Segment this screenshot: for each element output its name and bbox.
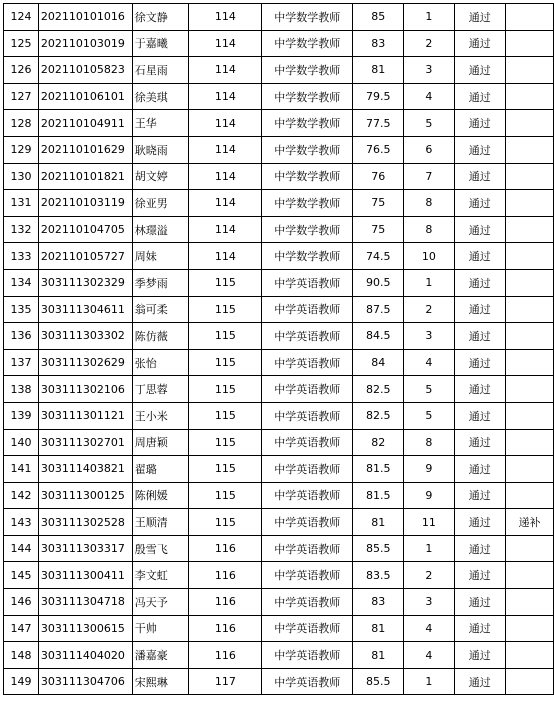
position-cell: 中学英语教师 — [262, 376, 353, 403]
note-cell — [505, 83, 553, 110]
score-cell: 81 — [353, 615, 404, 642]
rank-cell: 3 — [404, 57, 454, 84]
rank-cell: 5 — [404, 402, 454, 429]
rank-cell: 8 — [404, 429, 454, 456]
position-code-cell: 116 — [189, 642, 262, 669]
table-row — [4, 163, 554, 190]
name-cell: 陈仿薇 — [132, 323, 189, 350]
result-cell: 通过 — [454, 615, 505, 642]
table-row — [4, 136, 554, 163]
table-row — [4, 456, 554, 483]
result-cell: 通过 — [454, 482, 505, 509]
score-cell: 83 — [353, 589, 404, 616]
score-cell: 81.5 — [353, 456, 404, 483]
exam-id-cell: 303111404020 — [38, 642, 132, 669]
score-cell: 85.5 — [353, 535, 404, 562]
rank-cell: 3 — [404, 589, 454, 616]
exam-id-cell: 303111403821 — [38, 456, 132, 483]
table-row — [4, 376, 554, 403]
table-row — [4, 323, 554, 350]
score-cell: 85 — [353, 4, 404, 31]
table-row — [4, 482, 554, 509]
result-cell: 通过 — [454, 163, 505, 190]
name-cell: 殷雪飞 — [132, 535, 189, 562]
rank-cell: 11 — [404, 509, 454, 536]
name-cell: 丁思蓉 — [132, 376, 189, 403]
position-code-cell: 114 — [189, 4, 262, 31]
rank-cell: 5 — [404, 376, 454, 403]
position-code-cell: 114 — [189, 136, 262, 163]
result-cell: 通过 — [454, 57, 505, 84]
name-cell: 林璟溢 — [132, 216, 189, 243]
score-cell: 84.5 — [353, 323, 404, 350]
position-code-cell: 116 — [189, 589, 262, 616]
result-cell: 通过 — [454, 456, 505, 483]
position-code-cell: 114 — [189, 190, 262, 217]
score-cell: 75 — [353, 190, 404, 217]
score-cell: 82.5 — [353, 402, 404, 429]
position-cell: 中学数学教师 — [262, 57, 353, 84]
score-cell: 76 — [353, 163, 404, 190]
position-cell: 中学数学教师 — [262, 136, 353, 163]
result-cell: 通过 — [454, 110, 505, 137]
position-code-cell: 115 — [189, 402, 262, 429]
position-cell: 中学英语教师 — [262, 642, 353, 669]
result-cell: 通过 — [454, 30, 505, 57]
exam-id-cell: 202110103019 — [38, 30, 132, 57]
exam-id-cell: 202110101629 — [38, 136, 132, 163]
position-cell: 中学英语教师 — [262, 668, 353, 695]
score-cell: 77.5 — [353, 110, 404, 137]
rank-cell: 7 — [404, 163, 454, 190]
seq-cell: 146 — [4, 589, 39, 616]
result-cell: 通过 — [454, 562, 505, 589]
position-cell: 中学英语教师 — [262, 323, 353, 350]
seq-cell: 124 — [4, 4, 39, 31]
result-cell: 通过 — [454, 349, 505, 376]
rank-cell: 10 — [404, 243, 454, 270]
rank-cell: 1 — [404, 269, 454, 296]
seq-cell: 147 — [4, 615, 39, 642]
score-cell: 75 — [353, 216, 404, 243]
rank-cell: 1 — [404, 535, 454, 562]
name-cell: 宋熙琳 — [132, 668, 189, 695]
table-row — [4, 615, 554, 642]
name-cell: 周妹 — [132, 243, 189, 270]
score-cell: 84 — [353, 349, 404, 376]
result-cell: 通过 — [454, 509, 505, 536]
result-cell: 通过 — [454, 243, 505, 270]
name-cell: 周唐颖 — [132, 429, 189, 456]
exam-id-cell: 303111301121 — [38, 402, 132, 429]
results-table — [3, 3, 554, 695]
table-row — [4, 216, 554, 243]
seq-cell: 137 — [4, 349, 39, 376]
seq-cell: 134 — [4, 269, 39, 296]
score-cell: 79.5 — [353, 83, 404, 110]
note-cell — [505, 269, 553, 296]
position-code-cell: 116 — [189, 615, 262, 642]
position-cell: 中学数学教师 — [262, 4, 353, 31]
score-cell: 83.5 — [353, 562, 404, 589]
result-cell: 通过 — [454, 269, 505, 296]
seq-cell: 149 — [4, 668, 39, 695]
score-cell: 81 — [353, 509, 404, 536]
name-cell: 冯天予 — [132, 589, 189, 616]
table-row — [4, 110, 554, 137]
position-code-cell: 114 — [189, 83, 262, 110]
rank-cell: 2 — [404, 296, 454, 323]
seq-cell: 125 — [4, 30, 39, 57]
table-row — [4, 402, 554, 429]
position-code-cell: 114 — [189, 57, 262, 84]
position-cell: 中学英语教师 — [262, 615, 353, 642]
result-cell: 通过 — [454, 216, 505, 243]
result-cell: 通过 — [454, 190, 505, 217]
score-cell: 90.5 — [353, 269, 404, 296]
exam-id-cell: 303111302701 — [38, 429, 132, 456]
position-cell: 中学数学教师 — [262, 83, 353, 110]
note-cell — [505, 402, 553, 429]
position-code-cell: 115 — [189, 456, 262, 483]
position-code-cell: 114 — [189, 216, 262, 243]
seq-cell: 142 — [4, 482, 39, 509]
rank-cell: 4 — [404, 642, 454, 669]
table-row — [4, 190, 554, 217]
exam-id-cell: 303111300411 — [38, 562, 132, 589]
name-cell: 翟璐 — [132, 456, 189, 483]
score-cell: 81 — [353, 57, 404, 84]
name-cell: 耿晓雨 — [132, 136, 189, 163]
seq-cell: 135 — [4, 296, 39, 323]
name-cell: 翁可柔 — [132, 296, 189, 323]
position-code-cell: 116 — [189, 535, 262, 562]
name-cell: 王顺清 — [132, 509, 189, 536]
note-cell — [505, 4, 553, 31]
score-cell: 76.5 — [353, 136, 404, 163]
name-cell: 季梦雨 — [132, 269, 189, 296]
position-cell: 中学数学教师 — [262, 30, 353, 57]
name-cell: 胡文婷 — [132, 163, 189, 190]
score-cell: 83 — [353, 30, 404, 57]
exam-id-cell: 303111303302 — [38, 323, 132, 350]
exam-id-cell: 303111300125 — [38, 482, 132, 509]
rank-cell: 9 — [404, 456, 454, 483]
result-cell: 通过 — [454, 83, 505, 110]
position-cell: 中学数学教师 — [262, 163, 353, 190]
seq-cell: 131 — [4, 190, 39, 217]
exam-id-cell: 303111304718 — [38, 589, 132, 616]
table-row — [4, 243, 554, 270]
score-cell: 74.5 — [353, 243, 404, 270]
position-cell: 中学数学教师 — [262, 216, 353, 243]
table-row — [4, 83, 554, 110]
rank-cell: 2 — [404, 30, 454, 57]
seq-cell: 129 — [4, 136, 39, 163]
note-cell — [505, 216, 553, 243]
result-cell: 通过 — [454, 668, 505, 695]
note-cell — [505, 110, 553, 137]
rank-cell: 8 — [404, 190, 454, 217]
position-cell: 中学数学教师 — [262, 243, 353, 270]
seq-cell: 130 — [4, 163, 39, 190]
note-cell — [505, 30, 553, 57]
position-code-cell: 115 — [189, 429, 262, 456]
note-cell — [505, 456, 553, 483]
position-code-cell: 115 — [189, 296, 262, 323]
result-cell: 通过 — [454, 535, 505, 562]
result-cell: 通过 — [454, 642, 505, 669]
seq-cell: 133 — [4, 243, 39, 270]
exam-id-cell: 303111304611 — [38, 296, 132, 323]
position-cell: 中学英语教师 — [262, 509, 353, 536]
position-code-cell: 115 — [189, 482, 262, 509]
result-cell: 通过 — [454, 376, 505, 403]
rank-cell: 1 — [404, 4, 454, 31]
position-code-cell: 114 — [189, 163, 262, 190]
note-cell — [505, 562, 553, 589]
note-cell — [505, 642, 553, 669]
exam-id-cell: 202110105823 — [38, 57, 132, 84]
exam-id-cell: 303111300615 — [38, 615, 132, 642]
name-cell: 徐文静 — [132, 4, 189, 31]
table-row — [4, 509, 554, 536]
rank-cell: 4 — [404, 349, 454, 376]
exam-id-cell: 303111302528 — [38, 509, 132, 536]
name-cell: 徐亚男 — [132, 190, 189, 217]
name-cell: 石星雨 — [132, 57, 189, 84]
exam-id-cell: 303111304706 — [38, 668, 132, 695]
exam-id-cell: 202110106101 — [38, 83, 132, 110]
result-cell: 通过 — [454, 136, 505, 163]
position-code-cell: 114 — [189, 110, 262, 137]
result-cell: 通过 — [454, 296, 505, 323]
rank-cell: 3 — [404, 323, 454, 350]
table-body — [4, 4, 554, 695]
score-cell: 85.5 — [353, 668, 404, 695]
rank-cell: 1 — [404, 668, 454, 695]
note-cell — [505, 349, 553, 376]
exam-id-cell: 202110101821 — [38, 163, 132, 190]
table-row — [4, 642, 554, 669]
result-cell: 通过 — [454, 4, 505, 31]
table-row — [4, 269, 554, 296]
position-cell: 中学数学教师 — [262, 110, 353, 137]
position-code-cell: 115 — [189, 349, 262, 376]
table-row — [4, 535, 554, 562]
note-cell — [505, 615, 553, 642]
position-cell: 中学英语教师 — [262, 349, 353, 376]
position-cell: 中学英语教师 — [262, 482, 353, 509]
seq-cell: 136 — [4, 323, 39, 350]
exam-id-cell: 303111302106 — [38, 376, 132, 403]
table-row — [4, 349, 554, 376]
table-row — [4, 30, 554, 57]
name-cell: 干帅 — [132, 615, 189, 642]
exam-id-cell: 303111302629 — [38, 349, 132, 376]
name-cell: 徐美琪 — [132, 83, 189, 110]
exam-id-cell: 202110104705 — [38, 216, 132, 243]
name-cell: 王小米 — [132, 402, 189, 429]
note-cell — [505, 323, 553, 350]
result-cell: 通过 — [454, 429, 505, 456]
score-cell: 82 — [353, 429, 404, 456]
note-cell — [505, 429, 553, 456]
table-row — [4, 296, 554, 323]
exam-id-cell: 202110104911 — [38, 110, 132, 137]
note-cell — [505, 482, 553, 509]
seq-cell: 138 — [4, 376, 39, 403]
name-cell: 陈俐媛 — [132, 482, 189, 509]
name-cell: 张怡 — [132, 349, 189, 376]
note-cell: 递补 — [505, 509, 553, 536]
position-code-cell: 115 — [189, 509, 262, 536]
table-row — [4, 589, 554, 616]
position-cell: 中学数学教师 — [262, 190, 353, 217]
position-cell: 中学英语教师 — [262, 296, 353, 323]
exam-id-cell: 202110103119 — [38, 190, 132, 217]
position-code-cell: 115 — [189, 376, 262, 403]
position-cell: 中学英语教师 — [262, 589, 353, 616]
name-cell: 潘嘉豪 — [132, 642, 189, 669]
position-cell: 中学英语教师 — [262, 269, 353, 296]
seq-cell: 143 — [4, 509, 39, 536]
rank-cell: 2 — [404, 562, 454, 589]
position-cell: 中学英语教师 — [262, 562, 353, 589]
score-cell: 82.5 — [353, 376, 404, 403]
name-cell: 王华 — [132, 110, 189, 137]
seq-cell: 141 — [4, 456, 39, 483]
table-row — [4, 4, 554, 31]
seq-cell: 128 — [4, 110, 39, 137]
score-cell: 81.5 — [353, 482, 404, 509]
position-code-cell: 114 — [189, 30, 262, 57]
position-code-cell: 116 — [189, 562, 262, 589]
table-row — [4, 57, 554, 84]
note-cell — [505, 163, 553, 190]
note-cell — [505, 535, 553, 562]
result-cell: 通过 — [454, 589, 505, 616]
score-cell: 81 — [353, 642, 404, 669]
exam-id-cell: 202110105727 — [38, 243, 132, 270]
note-cell — [505, 589, 553, 616]
seq-cell: 144 — [4, 535, 39, 562]
rank-cell: 9 — [404, 482, 454, 509]
result-cell: 通过 — [454, 402, 505, 429]
exam-id-cell: 303111302329 — [38, 269, 132, 296]
position-code-cell: 114 — [189, 243, 262, 270]
position-code-cell: 115 — [189, 323, 262, 350]
result-cell: 通过 — [454, 323, 505, 350]
seq-cell: 126 — [4, 57, 39, 84]
exam-id-cell: 202110101016 — [38, 4, 132, 31]
note-cell — [505, 57, 553, 84]
note-cell — [505, 376, 553, 403]
note-cell — [505, 668, 553, 695]
note-cell — [505, 296, 553, 323]
rank-cell: 5 — [404, 110, 454, 137]
table-row — [4, 562, 554, 589]
rank-cell: 4 — [404, 83, 454, 110]
seq-cell: 132 — [4, 216, 39, 243]
position-code-cell: 115 — [189, 269, 262, 296]
seq-cell: 140 — [4, 429, 39, 456]
note-cell — [505, 136, 553, 163]
name-cell: 于嘉曦 — [132, 30, 189, 57]
rank-cell: 6 — [404, 136, 454, 163]
position-cell: 中学英语教师 — [262, 456, 353, 483]
seq-cell: 139 — [4, 402, 39, 429]
seq-cell: 127 — [4, 83, 39, 110]
seq-cell: 145 — [4, 562, 39, 589]
table-row — [4, 429, 554, 456]
rank-cell: 4 — [404, 615, 454, 642]
note-cell — [505, 243, 553, 270]
position-cell: 中学英语教师 — [262, 535, 353, 562]
position-cell: 中学英语教师 — [262, 429, 353, 456]
seq-cell: 148 — [4, 642, 39, 669]
rank-cell: 8 — [404, 216, 454, 243]
position-code-cell: 117 — [189, 668, 262, 695]
position-cell: 中学英语教师 — [262, 402, 353, 429]
score-cell: 87.5 — [353, 296, 404, 323]
name-cell: 李文虹 — [132, 562, 189, 589]
note-cell — [505, 190, 553, 217]
exam-id-cell: 303111303317 — [38, 535, 132, 562]
table-row — [4, 668, 554, 695]
